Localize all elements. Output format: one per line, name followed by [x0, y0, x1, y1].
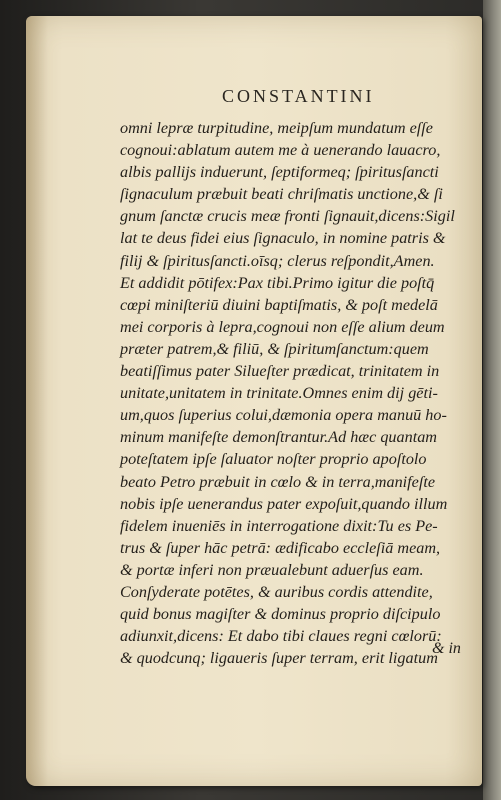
- text-line: unitate,unitatem in trinitate.Omnes enim dij gēti-: [120, 384, 438, 403]
- adjacent-page-edge: [483, 0, 501, 800]
- text-line: minum manifeſte demonſtrantur.Ad hæc quantam: [120, 428, 437, 447]
- text-line: Et addidit pōtifex:Pax tibi.Primo igitur die poſtq̄: [120, 273, 435, 292]
- text-line: beatiſſimus pater Silueſter prædicat, trinitatem in: [120, 362, 440, 381]
- text-line: adiunxit,dicens: Et dabo tibi claues regni cœlorū:: [120, 627, 442, 646]
- text-line: mei corporis à lepra,cognoui non eſſe alium deum: [120, 317, 445, 336]
- text-line: fidelem inueniēs in interrogatione dixit:Tu es Pe-: [120, 516, 438, 535]
- text-line: beato Petro præbuit in cœlo & in terra,manifeſte: [120, 472, 436, 491]
- text-line: trus & ſuper hāc petrā: ædificabo eccleſiā meam,: [120, 538, 441, 557]
- text-line: um,quos ſuperius colui,dæmonia opera manuū ho-: [120, 406, 447, 425]
- page-gutter-shadow: [26, 16, 48, 786]
- text-line: filij & ſpiritusſancti.oīsq; clerus reſpondit,Amen.: [120, 251, 435, 270]
- text-line: quid bonus magiſter & dominus proprio diſcipulo: [120, 605, 441, 624]
- text-line: cœpi miniſteriū diuini baptiſmatis, & poſt medelā: [120, 295, 438, 314]
- text-line: præter patrem,& filiū, & ſpiritumſanctum:quem: [120, 339, 429, 358]
- text-line: poteſtatem ipſe ſaluator noſter proprio apoſtolo: [120, 450, 427, 469]
- body-text: [120, 117, 480, 669]
- text-line: Conſyderate potētes, & auribus cordis attendite,: [120, 582, 433, 601]
- text-line: cognoui:ablatum autem me à uenerando lauacro,: [120, 141, 441, 160]
- text-line: & quodcunq; ligaueris ſuper terram, erit ligatum: [120, 649, 438, 668]
- text-line: nobis ipſe uenerandus pater expoſuit,quando illum: [120, 494, 448, 513]
- text-line: & portæ inferi non præualebunt aduerſus eam.: [120, 560, 424, 579]
- text-line: albis pallijs induerunt, ſeptiformeq; ſpiritusſancti: [120, 163, 439, 182]
- text-line: ſignaculum præbuit beati chriſmatis unctione,& ſi: [120, 185, 443, 204]
- running-head: CONSTANTINI: [222, 86, 375, 106]
- text-line: omni lepræ turpitudine, meipſum mundatum eſſe: [120, 119, 433, 137]
- text-line: lat te deus fidei eius ſignaculo, in nomine patris &: [120, 229, 446, 248]
- text-line: gnum ſanctæ crucis meæ fronti ſignauit,dicens:Sigil: [120, 207, 455, 226]
- catchword: & in: [432, 640, 461, 657]
